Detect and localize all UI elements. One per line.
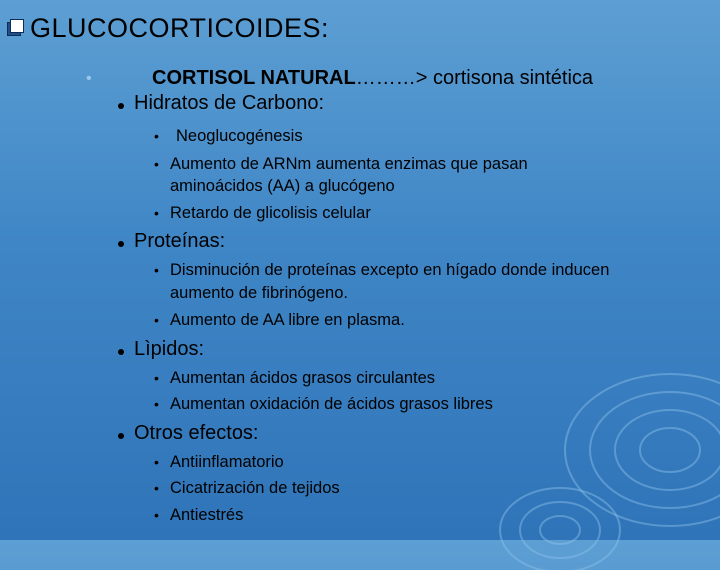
square-bullet-icon bbox=[6, 19, 24, 37]
level2-bullet-icon: • bbox=[154, 205, 159, 221]
level2-bullet-icon: • bbox=[154, 128, 159, 144]
level2-bullet-icon: • bbox=[154, 370, 159, 386]
cortisol-rest-text: ………> cortisona sintética bbox=[355, 67, 594, 89]
list-item-text: Aumento de AA libre en plasma. bbox=[170, 311, 405, 329]
cortisol-natural-label: CORTISOL NATURAL bbox=[152, 67, 356, 89]
list-item-text: Aumentan ácidos grasos circulantes bbox=[170, 369, 436, 387]
section-heading: Otros efectos: bbox=[134, 422, 259, 444]
list-item-text: Antiestrés bbox=[170, 506, 244, 524]
list-item-text: Aumento de ARNm aumenta enzimas que pasan bbox=[170, 155, 528, 173]
level1-bullet-icon bbox=[118, 349, 124, 355]
list-item-text: aumento de fibrinógeno. bbox=[170, 284, 348, 302]
level2-bullet-icon: • bbox=[154, 480, 159, 496]
level1-bullet-icon bbox=[118, 103, 124, 109]
section-heading: Hidratos de Carbono: bbox=[134, 92, 325, 114]
level2-bullet-icon: • bbox=[154, 396, 159, 412]
list-item-text: Retardo de glicolisis celular bbox=[170, 204, 371, 222]
level1-bullet-icon bbox=[118, 433, 124, 439]
level2-bullet-icon: • bbox=[154, 312, 159, 328]
list-item-text: Cicatrización de tejidos bbox=[170, 479, 340, 497]
section-heading: Proteínas: bbox=[134, 230, 226, 252]
section-heading: Lìpidos: bbox=[134, 338, 205, 360]
water-ripples-decoration bbox=[440, 310, 720, 570]
slide-title bbox=[6, 8, 329, 48]
cortisol-line bbox=[152, 67, 593, 90]
title-text: GLUCOCORTICOIDES: bbox=[30, 12, 330, 43]
level2-bullet-icon: • bbox=[154, 156, 159, 172]
cortisol-bullet: • bbox=[86, 70, 92, 87]
list-item-text: Disminución de proteínas excepto en hígado donde inducen bbox=[170, 261, 610, 279]
list-item-text: Neoglucogénesis bbox=[176, 127, 303, 145]
list-item-text: Antiinflamatorio bbox=[170, 453, 284, 471]
level2-bullet-icon: • bbox=[154, 262, 159, 278]
list-item-text: aminoácidos (AA) a glucógeno bbox=[170, 177, 395, 195]
level2-bullet-icon: • bbox=[154, 454, 159, 470]
level1-bullet-icon bbox=[118, 241, 124, 247]
level2-bullet-icon: • bbox=[154, 507, 159, 523]
list-item-text: Aumentan oxidación de ácidos grasos libres bbox=[170, 395, 493, 413]
